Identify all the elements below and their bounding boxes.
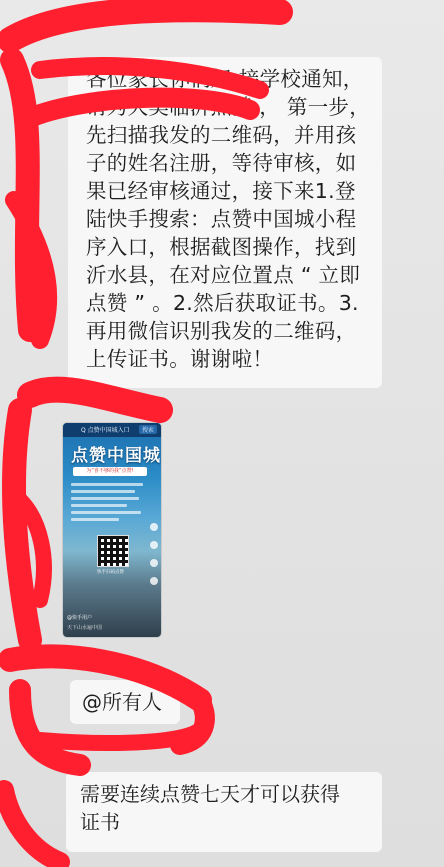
followup-message-bubble[interactable]: 需要连续点赞七天才可以获得 证书 bbox=[66, 772, 382, 852]
mention-message-bubble[interactable]: @所有人 bbox=[70, 680, 180, 724]
thumb-search-button: 搜索 bbox=[139, 425, 157, 434]
notice-message-bubble[interactable]: 各位家长你们好:接学校通知， 请为大美临沂点赞 ， 第一步， 先扫描我发的二维码，并用孩 子的姓名注册，等待审核，如 果已经审核通过，接下来1.登 陆快手搜索：点赞中国城小程 序入口，根据截图操作，找到 沂水县，在对应位置点 “ 立即 点赞 ” 。2.然后获取证书。3. 再用微信识别我发的二维码， 上传证书。谢谢啦！ bbox=[68, 57, 382, 388]
thumb-footer-caption: 天下山水遍中国 bbox=[67, 625, 103, 631]
thumb-text-lines bbox=[71, 483, 151, 525]
thumb-banner: 为“喜不够的我”点赞! bbox=[73, 467, 147, 476]
qr-code-icon bbox=[97, 535, 129, 567]
thumb-footer-user: @快手用户 bbox=[67, 615, 93, 621]
thumb-side-actions bbox=[150, 523, 158, 595]
thumb-search-label: Q 点赞中国城入口 bbox=[81, 427, 130, 434]
screenshot-image-message[interactable] bbox=[63, 423, 161, 637]
thumb-qr-caption: 快手扫码点赞 bbox=[97, 570, 124, 575]
thumb-title: 点赞中国城 bbox=[71, 446, 161, 466]
